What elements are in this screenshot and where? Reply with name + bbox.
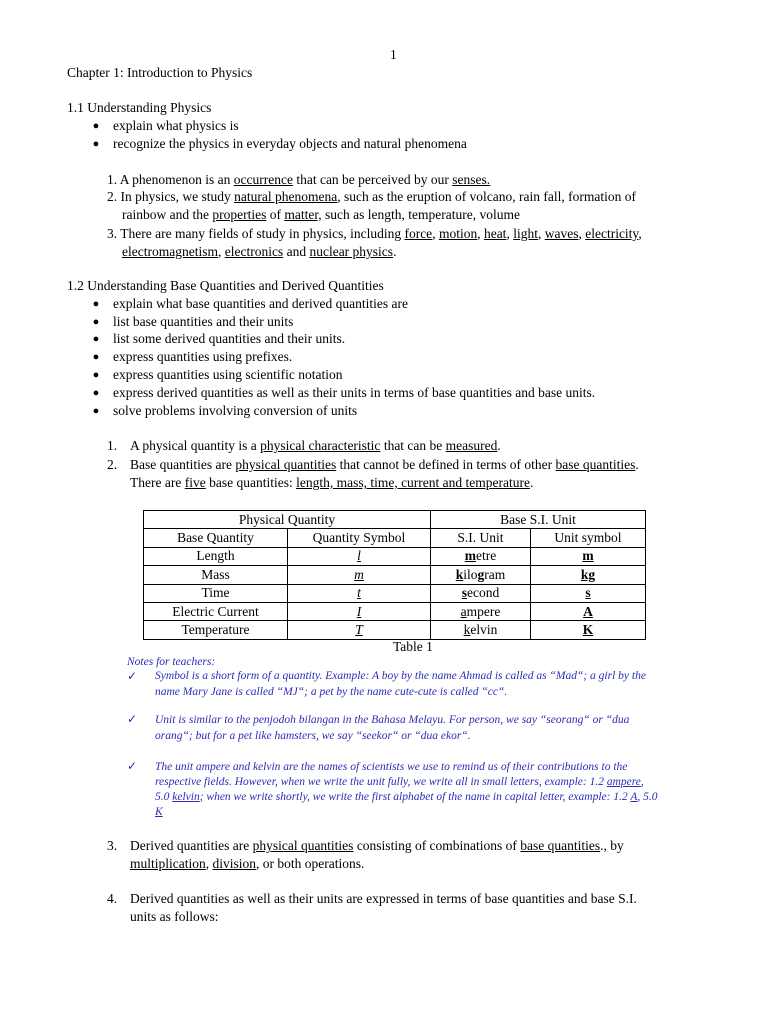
table-cell: A bbox=[531, 602, 646, 620]
note-2-line-2: orang“; but for a pet like hamsters, we say “seekor“ or “dua ekor“. bbox=[155, 730, 471, 742]
table-cell: Temperature bbox=[144, 621, 288, 639]
bullet-icon: ● bbox=[92, 387, 100, 399]
table-cell: Electric Current bbox=[144, 602, 288, 620]
table-cell: kilogram bbox=[431, 566, 531, 584]
item-1-number: 1. bbox=[107, 438, 118, 453]
table-row bbox=[144, 547, 646, 565]
item-4-line-2: units as follows: bbox=[130, 909, 219, 924]
table-group-header: Physical Quantity bbox=[144, 511, 431, 529]
base-quantities-table bbox=[143, 510, 646, 640]
chapter-title: Chapter 1: Introduction to Physics bbox=[67, 65, 253, 80]
table-cell: m bbox=[288, 566, 431, 584]
note-3-line-3: 5.0 kelvin; when we write shortly, we write the first alphabet of the name in capital letter, example: 1.2 A, 5.0 bbox=[155, 791, 658, 803]
notes-title: Notes for teachers: bbox=[127, 656, 216, 668]
item-1-text: A physical quantity is a physical characteristic that can be measured. bbox=[130, 438, 501, 453]
table-cell: Time bbox=[144, 584, 288, 602]
table-cell: t bbox=[288, 584, 431, 602]
table-cell: I bbox=[288, 602, 431, 620]
item-3-line-1: Derived quantities are physical quantities consisting of combinations of base quantities., by bbox=[130, 838, 624, 853]
table-header: S.I. Unit bbox=[431, 529, 531, 547]
note-3-line-4: K bbox=[155, 806, 163, 818]
table-cell: s bbox=[531, 584, 646, 602]
objective-item: express quantities using scientific notation bbox=[113, 367, 343, 382]
item-3-number: 3. bbox=[107, 838, 118, 853]
table-cell: K bbox=[531, 621, 646, 639]
bullet-icon: ● bbox=[92, 351, 100, 363]
table-cell: kelvin bbox=[431, 621, 531, 639]
bullet-icon: ● bbox=[92, 405, 100, 417]
table-cell: Mass bbox=[144, 566, 288, 584]
bullet-icon: ● bbox=[92, 369, 100, 381]
note-1-line-1: Symbol is a short form of a quantity. Example: A boy by the name Ahmad is called as “Mad“; a girl by the bbox=[155, 670, 646, 682]
table-cell: metre bbox=[431, 547, 531, 565]
bullet-icon: ● bbox=[92, 138, 100, 150]
table-cell: Length bbox=[144, 547, 288, 565]
item-4-line-1: Derived quantities as well as their units are expressed in terms of base quantities and base S.I. bbox=[130, 891, 637, 906]
paragraph-3-line-2: electromagnetism, electronics and nuclear physics. bbox=[122, 244, 397, 259]
objective-item: solve problems involving conversion of units bbox=[113, 403, 358, 418]
note-2-line-1: Unit is similar to the penjodoh bilangan in the Bahasa Melayu. For person, we say “seorang“ or “dua bbox=[155, 714, 630, 726]
objective-item: explain what physics is bbox=[113, 118, 239, 133]
table-group-header: Base S.I. Unit bbox=[431, 511, 646, 529]
table-row bbox=[144, 621, 646, 639]
objective-item: express quantities using prefixes. bbox=[113, 349, 293, 364]
table-cell: kg bbox=[531, 566, 646, 584]
table-cell: l bbox=[288, 547, 431, 565]
objective-item: list some derived quantities and their units. bbox=[113, 331, 346, 346]
bullet-icon: ● bbox=[92, 120, 100, 132]
table-row bbox=[144, 602, 646, 620]
table-header: Quantity Symbol bbox=[288, 529, 431, 547]
checkmark-icon: ✓ bbox=[127, 712, 138, 726]
table-cell: second bbox=[431, 584, 531, 602]
paragraph-1: 1. A phenomenon is an occurrence that can be perceived by our senses. bbox=[107, 172, 491, 187]
item-2-line-1: Base quantities are physical quantities that cannot be defined in terms of other base quantities. bbox=[130, 457, 639, 472]
bullet-icon: ● bbox=[92, 333, 100, 345]
paragraph-2-line-1: 2. In physics, we study natural phenomena, such as the eruption of volcano, rain fall, formation of bbox=[107, 189, 637, 204]
page-number: 1 bbox=[390, 47, 397, 62]
note-3-line-1: The unit ampere and kelvin are the names of scientists we use to remind us of their contributions to the bbox=[155, 761, 628, 773]
section-1-1-heading: 1.1 Understanding Physics bbox=[67, 100, 212, 115]
checkmark-icon: ✓ bbox=[127, 669, 138, 683]
objective-item: explain what base quantities and derived quantities are bbox=[113, 296, 409, 311]
objective-item: recognize the physics in everyday objects and natural phenomena bbox=[113, 136, 467, 151]
bullet-icon: ● bbox=[92, 298, 100, 310]
objective-item: express derived quantities as well as their units in terms of base quantities and base units. bbox=[113, 385, 596, 400]
table-header: Unit symbol bbox=[531, 529, 646, 547]
table-cell: T bbox=[288, 621, 431, 639]
item-2-line-2: There are five base quantities: length, mass, time, current and temperature. bbox=[130, 475, 534, 490]
note-3-line-2: respective fields. However, when we write the unit fully, we write all in small letters, example: 1.2 ampere, bbox=[155, 776, 644, 788]
note-1-line-2: name Mary Jane is called “MJ“; a pet by the name cute-cute is called “cc“. bbox=[155, 686, 508, 698]
item-3-line-2: multiplication, division, or both operations. bbox=[130, 856, 365, 871]
table-cell: m bbox=[531, 547, 646, 565]
bullet-icon: ● bbox=[92, 316, 100, 328]
checkmark-icon: ✓ bbox=[127, 759, 138, 773]
item-4-number: 4. bbox=[107, 891, 118, 906]
item-2-number: 2. bbox=[107, 457, 118, 472]
table-row bbox=[144, 584, 646, 602]
paragraph-3-line-1: 3. There are many fields of study in physics, including force, motion, heat, light, waves, electricity, bbox=[107, 226, 642, 241]
table-cell: ampere bbox=[431, 602, 531, 620]
table-header: Base Quantity bbox=[144, 529, 288, 547]
objective-item: list base quantities and their units bbox=[113, 314, 294, 329]
table-row bbox=[144, 566, 646, 584]
table-caption: Table 1 bbox=[393, 639, 433, 654]
section-1-2-heading: 1.2 Understanding Base Quantities and Derived Quantities bbox=[67, 278, 384, 293]
paragraph-2-line-2: rainbow and the properties of matter, such as length, temperature, volume bbox=[122, 207, 520, 222]
